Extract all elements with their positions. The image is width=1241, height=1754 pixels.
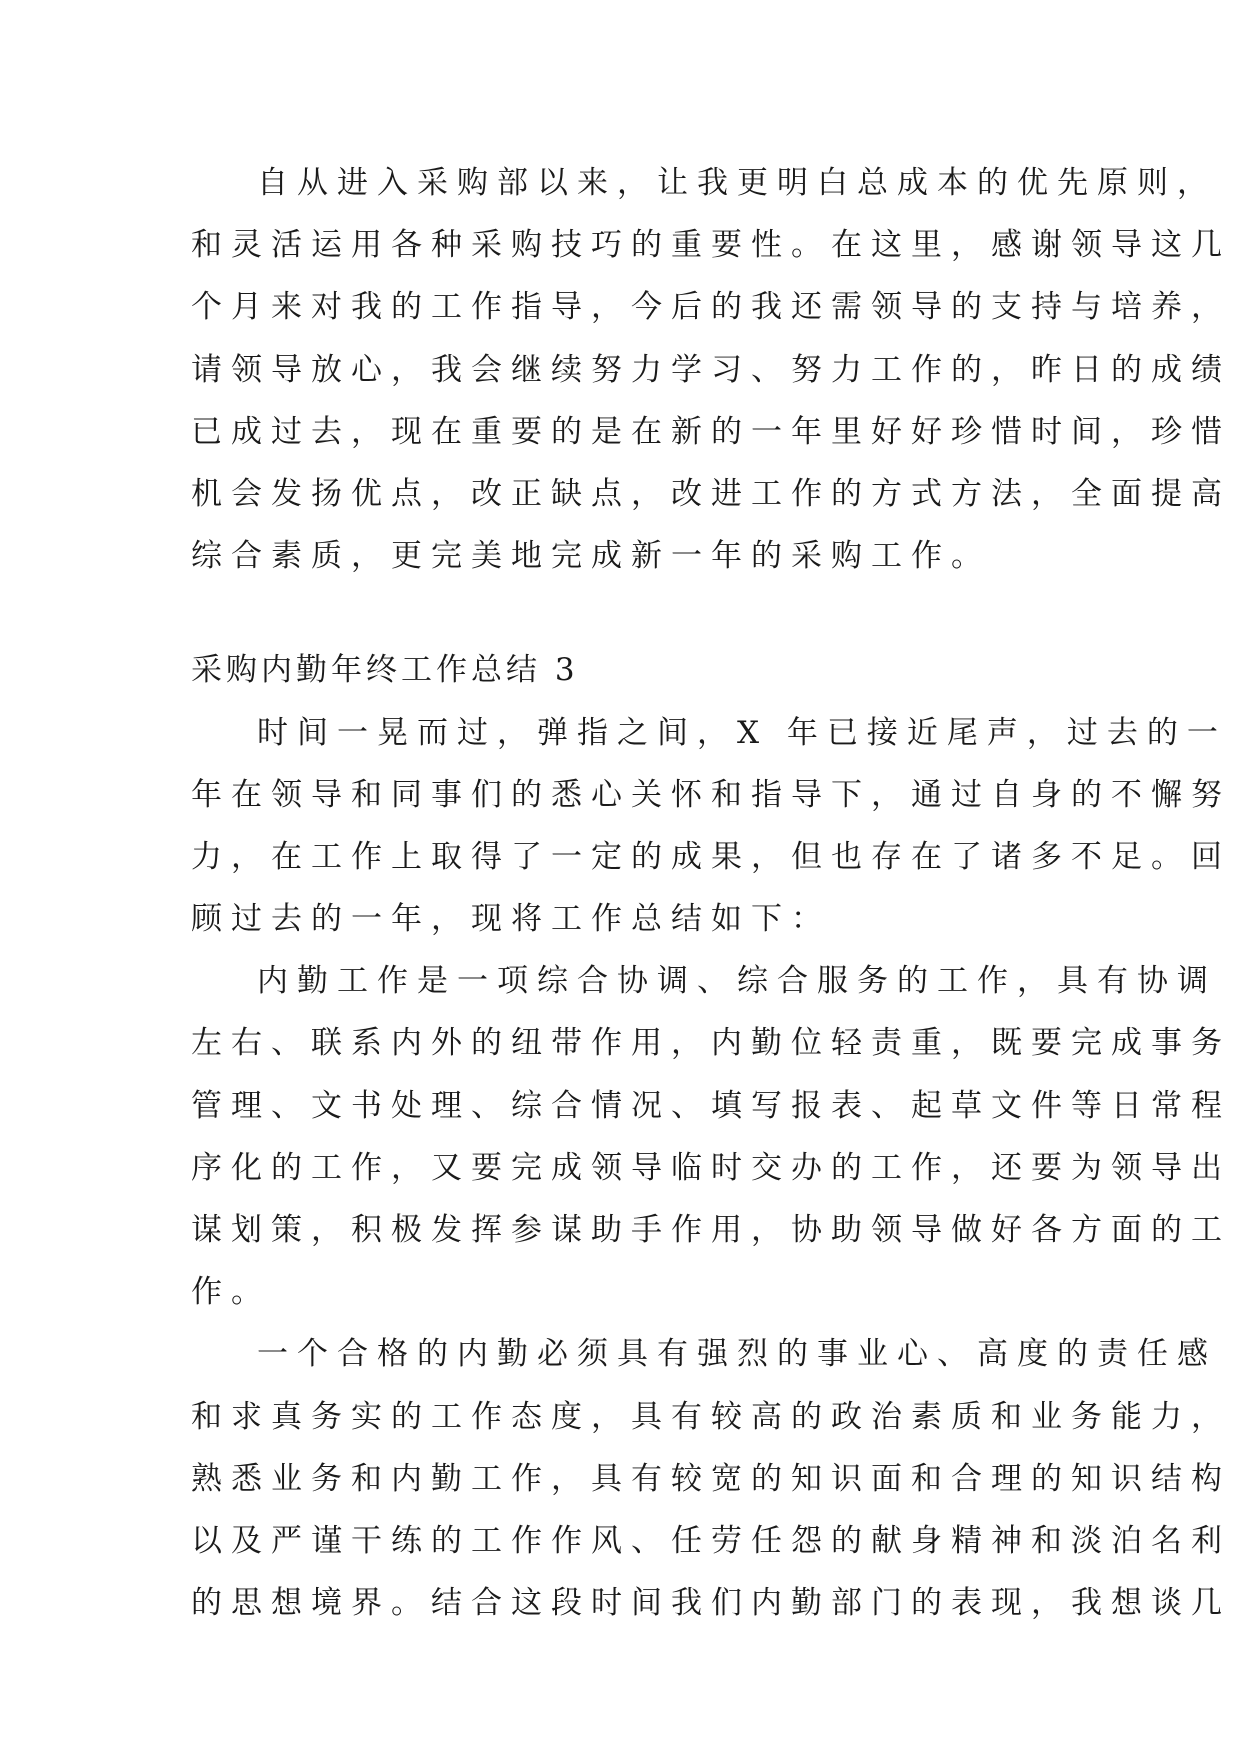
text-line: 一个合格的内勤必须具有强烈的事业心、高度的责任感: [257, 1336, 1217, 1373]
text-line: 机会发扬优点，改正缺点，改进工作的方式方法，全面提高: [191, 475, 1231, 512]
text-line: 和灵活运用各种采购技巧的重要性。在这里，感谢领导这几: [191, 227, 1231, 264]
text-line: 序化的工作，又要完成领导临时交办的工作，还要为领导出: [191, 1149, 1231, 1186]
text-line: 作。: [191, 1274, 271, 1311]
document-page: [191, 152, 1231, 1634]
text-line: 综合素质，更完美地完成新一年的采购工作。: [191, 538, 991, 575]
paragraph-1: [191, 152, 1231, 587]
text-line: 时间一晃而过，弹指之间，X 年已接近尾声，过去的一: [257, 714, 1227, 751]
text-line: 年在领导和同事们的悉心关怀和指导下，通过自身的不懈努: [191, 776, 1231, 813]
text-line: 的思想境界。结合这段时间我们内勤部门的表现，我想谈几: [191, 1585, 1231, 1622]
text-line: 自从进入采购部以来，让我更明白总成本的优先原则，: [257, 165, 1217, 201]
text-line: 顾过去的一年，现将工作总结如下：: [191, 901, 831, 938]
paragraph-3: [191, 950, 1231, 1323]
paragraph-2: [191, 702, 1231, 951]
section-heading: 采购内勤年终工作总结 3: [191, 652, 579, 689]
text-line: 谋划策，积极发挥参谋助手作用，协助领导做好各方面的工: [191, 1212, 1231, 1248]
text-line: 请领导放心，我会继续努力学习、努力工作的，昨日的成绩: [191, 351, 1231, 388]
section-gap: [191, 587, 1061, 639]
text-line: 和求真务实的工作态度，具有较高的政治素质和业务能力，: [191, 1398, 1231, 1435]
text-line: 熟悉业务和内勤工作，具有较宽的知识面和合理的知识结构: [191, 1460, 1231, 1497]
text-line: 个月来对我的工作指导，今后的我还需领导的支持与培养，: [191, 289, 1231, 326]
paragraph-4: [191, 1323, 1231, 1634]
text-line: 左右、联系内外的纽带作用，内勤位轻责重，既要完成事务: [191, 1025, 1231, 1062]
text-line: 力，在工作上取得了一定的成果，但也存在了诸多不足。回: [191, 838, 1231, 875]
text-line: 管理、文书处理、综合情况、填写报表、起草文件等日常程: [191, 1087, 1231, 1124]
text-line: 以及严谨干练的工作作风、任劳任怨的献身精神和淡泊名利: [191, 1522, 1231, 1559]
text-line: 内勤工作是一项综合协调、综合服务的工作，具有协调: [257, 963, 1217, 1000]
text-line: 已成过去，现在重要的是在新的一年里好好珍惜时间，珍惜: [191, 413, 1231, 450]
